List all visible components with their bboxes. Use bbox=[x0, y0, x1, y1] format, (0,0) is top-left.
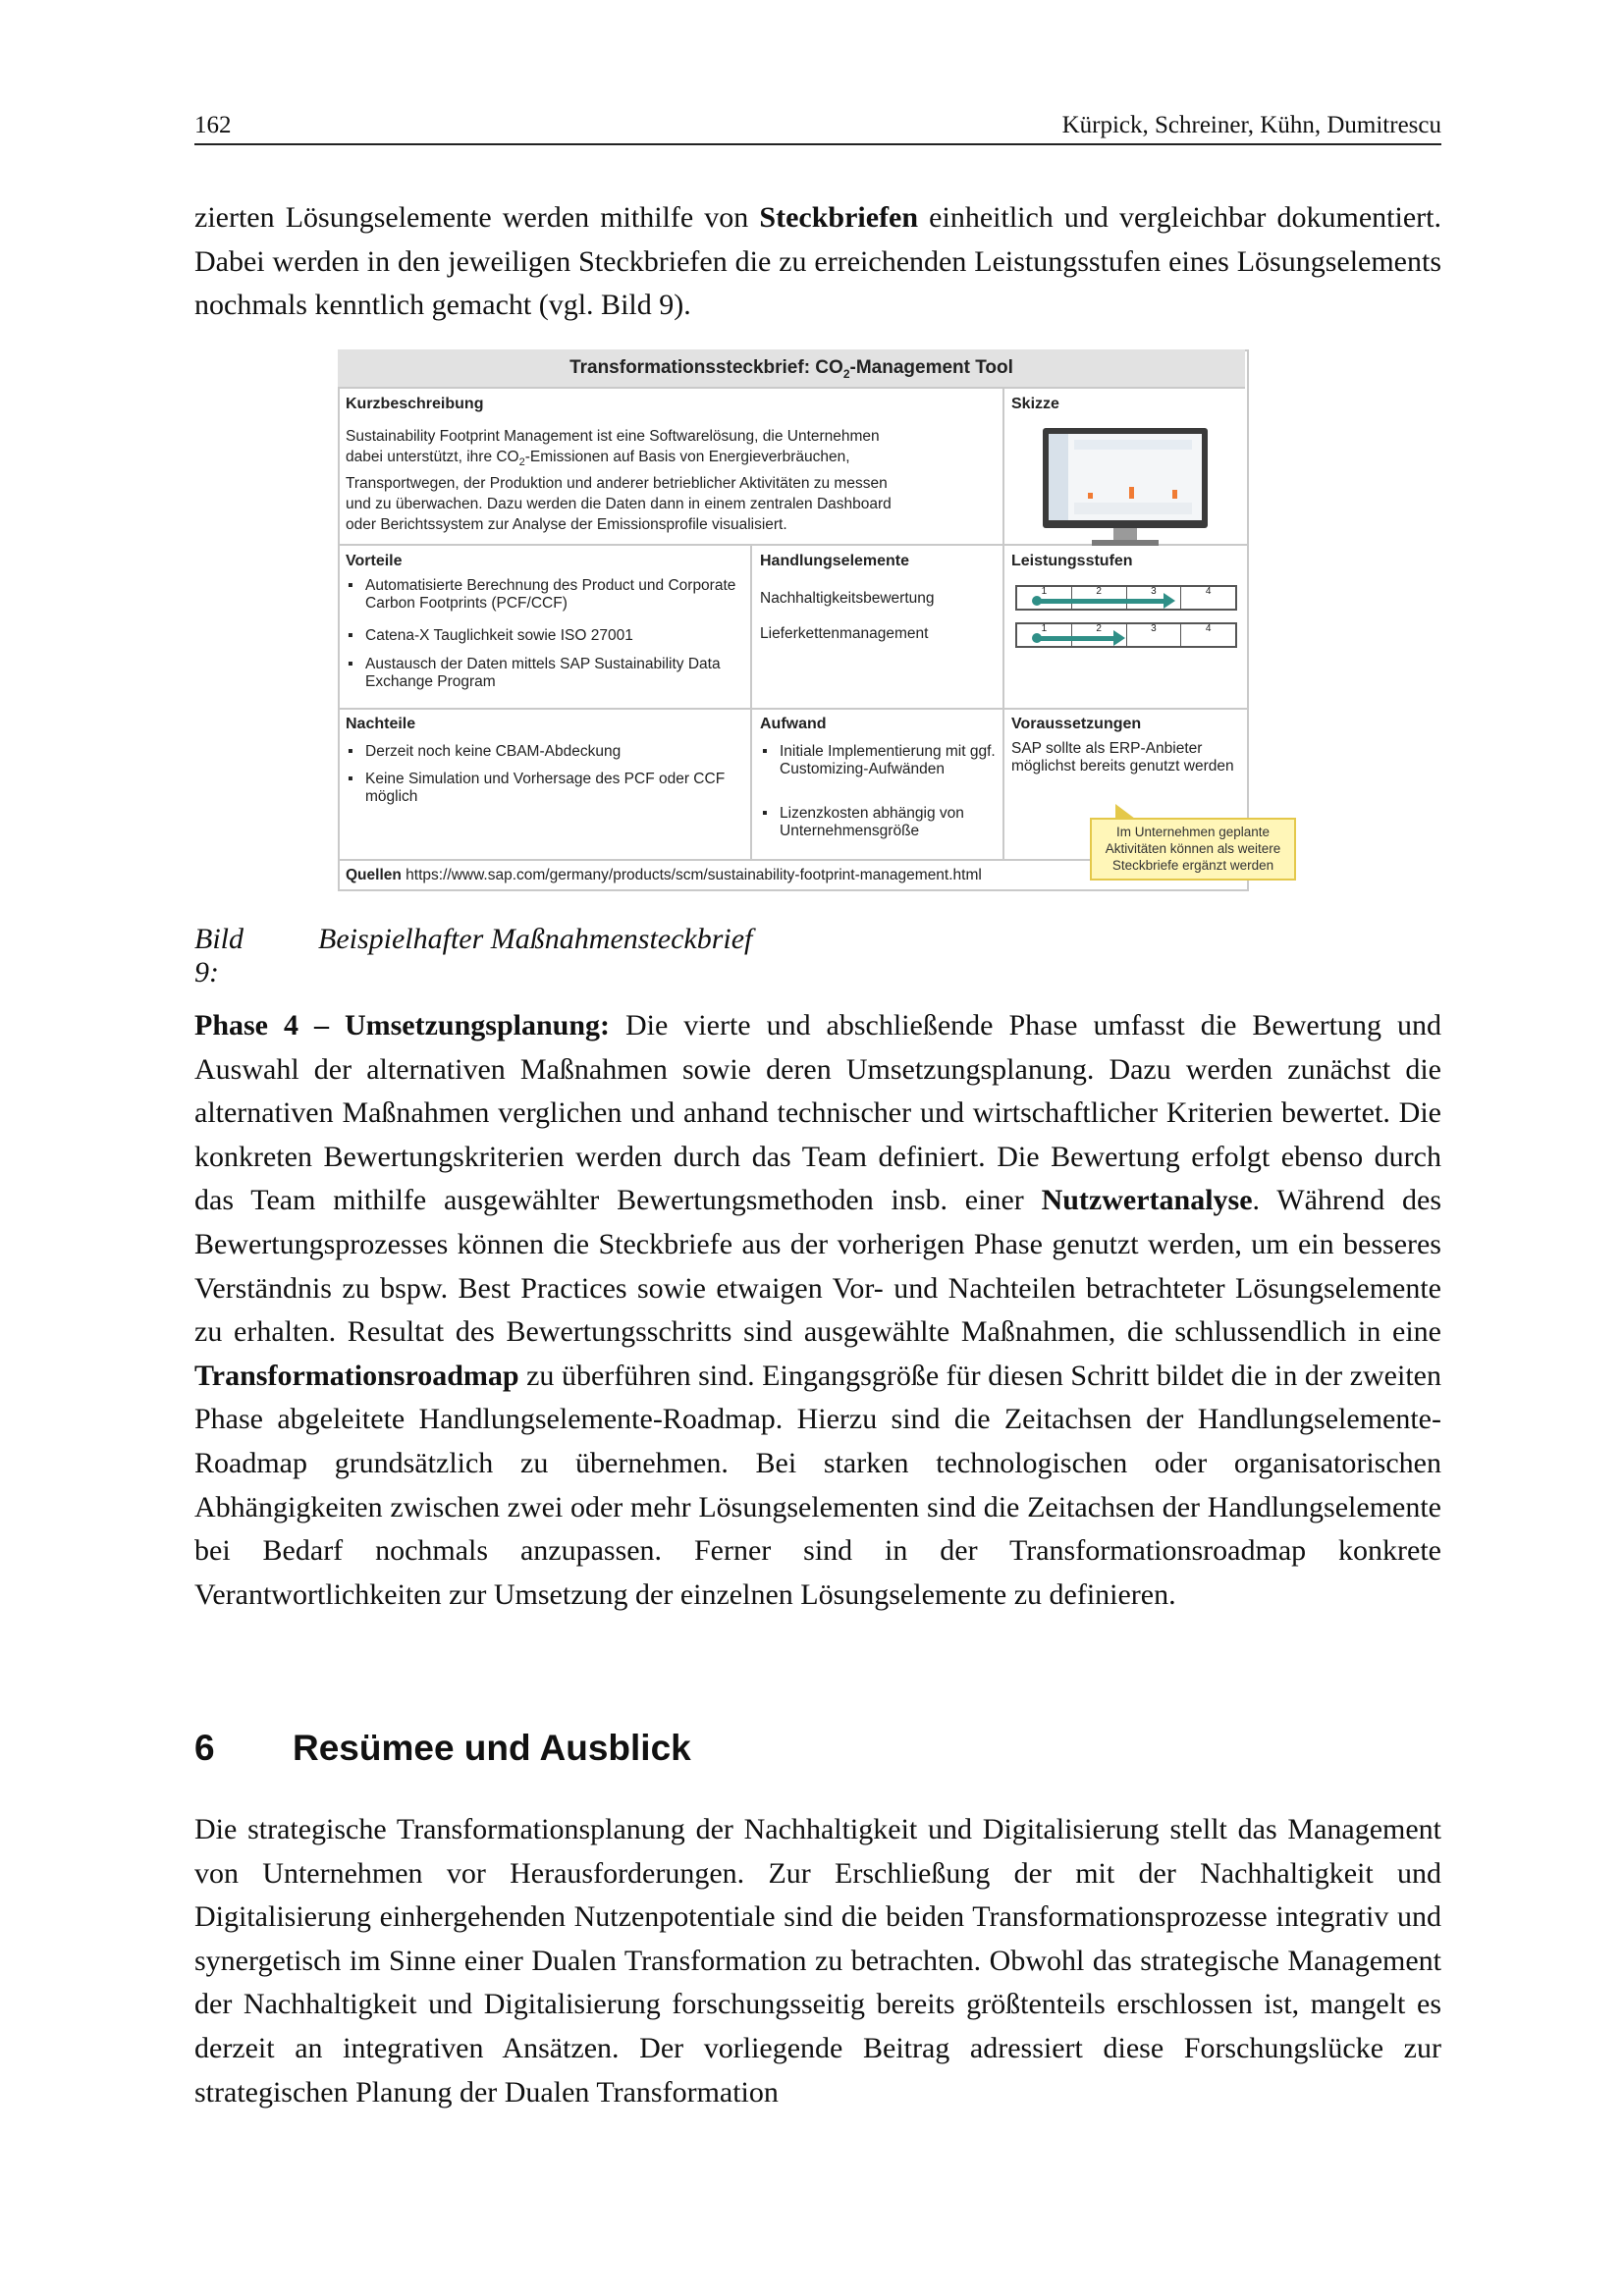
quellen-label: Quellen bbox=[346, 867, 402, 883]
text-line: und zu überwachen. Dazu werden die Daten dann in einem zentralen Dashboard bbox=[346, 496, 892, 513]
text-run: Die vierte und abschließende Phase umfasst die Bewertung und Auswahl der alternativen Maßnahmen sowie deren Umsetzungsplanung. Dazu werden zunächst die alternativen Maßnahmen verglichen und anhand technischer und wirtschaftlicher Kriterien bewertet. Die konkreten Bewertungskriterien werden durch das Team definiert. Die Bewertung erfolgt ebenso durch das Team mithilfe ausgewählter Bewertungsmethoden insb. einer bbox=[194, 1009, 1441, 1217]
text-run: zu überführen sind. Eingangsgröße für diesen Schritt bildet die in der zweiten Phase abgeleitete Handlungselemente-Roadmap. Hierzu sind die Zeitachsen der Handlungselemente-Roadmap grundsätzlich zu übernehmen. Bei starken technologischen oder organisatorischen Abhängigkeiten zwischen zwei oder mehr Lösungselementen sind die Zeitachsen der Handlungselemente bei Bedarf nochmals anzupassen. Ferner sind in der Transformationsroadmap konkrete Verantwortlichkeiten zur Umsetzung der einzelnen Lösungselemente zu definieren. bbox=[194, 1359, 1441, 1611]
intro-paragraph bbox=[194, 196, 1441, 328]
dashboard-sketch-icon bbox=[1043, 428, 1208, 528]
list-item: Nachhaltigkeitsbewertung bbox=[760, 590, 935, 607]
level-label: 3 bbox=[1127, 624, 1182, 646]
bold-term: Phase 4 – Umsetzungsplanung: bbox=[194, 1009, 611, 1041]
monitor-base bbox=[1092, 540, 1159, 546]
running-head bbox=[194, 110, 1441, 145]
quellen-url: https://www.sap.com/germany/products/scm/sustainability-footprint-management.html bbox=[406, 867, 982, 883]
text-line: Sustainability Footprint Management ist eine Softwarelösung, die Unternehmen bbox=[346, 428, 880, 445]
phase4-paragraph bbox=[194, 1004, 1441, 1617]
voraussetzungen-text: SAP sollte als ERP-Anbieter möglichst bereits genutzt werden bbox=[1011, 740, 1234, 774]
aufwand-heading: Aufwand bbox=[760, 716, 827, 732]
list-item: ▪ Automatisierte Berechnung des Product und Corporate Carbon Footprints (PCF/CCF) bbox=[346, 577, 738, 613]
list-item: Lieferkettenmanagement bbox=[760, 625, 929, 642]
voraussetzungen-heading: Voraussetzungen bbox=[1011, 716, 1142, 732]
leistungsstufen-scale-2 bbox=[1015, 622, 1237, 648]
text-run: -Emissionen auf Basis von Energieverbräuchen, bbox=[524, 449, 850, 465]
screen-bar bbox=[1129, 487, 1134, 499]
level-label: 2 bbox=[1072, 624, 1127, 646]
screen-header bbox=[1074, 440, 1192, 450]
list-item: ▪ Keine Simulation und Vorhersage des PCF oder CCF möglich bbox=[346, 771, 748, 806]
author-list: Kürpick, Schreiner, Kühn, Dumitrescu bbox=[1061, 112, 1441, 138]
nachteile-heading: Nachteile bbox=[346, 716, 416, 732]
level-label: 4 bbox=[1205, 586, 1212, 597]
callout-pointer bbox=[1115, 804, 1135, 819]
level-label: 2 bbox=[1072, 587, 1127, 609]
steckbrief-figure bbox=[338, 349, 1449, 891]
divider bbox=[750, 546, 752, 713]
title-text: -Management Tool bbox=[849, 357, 1013, 378]
divider bbox=[750, 708, 752, 860]
divider bbox=[338, 708, 1247, 710]
text-run: dabei unterstützt, ihre CO bbox=[346, 449, 519, 465]
quellen-line bbox=[346, 865, 982, 885]
screen-bar bbox=[1088, 493, 1093, 499]
screen-table bbox=[1074, 503, 1192, 514]
section-title: Resümee und Ausblick bbox=[293, 1728, 691, 1768]
list-item: ▪ Initiale Implementierung mit ggf. Customizing-Aufwänden bbox=[760, 743, 996, 778]
level-label: 4 bbox=[1205, 623, 1212, 634]
title-text: Transformationssteckbrief: CO bbox=[569, 357, 843, 378]
level-arrow bbox=[1037, 636, 1114, 641]
level-label: 1 bbox=[1017, 624, 1072, 646]
text-line bbox=[346, 447, 994, 473]
level-label: 3 bbox=[1127, 587, 1182, 609]
list-item: ▪ Austausch der Daten mittels SAP Sustainability Data Exchange Program bbox=[346, 656, 738, 691]
list-item: ▪ Lizenzkosten abhängig von Unternehmensgröße bbox=[760, 805, 1005, 840]
leistungsstufen-heading: Leistungsstufen bbox=[1011, 553, 1133, 569]
skizze-heading: Skizze bbox=[1011, 396, 1059, 412]
page-number: 162 bbox=[194, 112, 232, 138]
text-run: . Während des Bewertungsprozesses können die Steckbriefe aus der vorherigen Phase genutzt werden, um ein besseres Verständnis zu bspw. Best Practices sowie etwaigen Vor- und Nachteilen betrachteter Lösungselemente zu erhalten. Resultat des Bewertungsschritts sind ausgewählte Maßnahmen, die schlussendlich in eine bbox=[194, 1184, 1441, 1349]
monitor-screen bbox=[1049, 434, 1202, 520]
resumee-paragraph: Die strategische Transformationsplanung der Nachhaltigkeit und Digitalisierung stellt das Management von Unternehmen vor Herausforderungen. Zur Erschließung der mit der Nachhaltigkeit und Digitalisierung einhergehenden Nutzenpotentiale sind die beiden Transformationsprozesse integrativ und synergetisch im Sinne einer Dualen Transformation zu betrachten. Obwohl das strategische Management der Nachhaltigkeit und Digitalisierung forschungsseitig bereits größtenteils erschlossen ist, mangelt es derzeit an integrativen Ansätzen. Der vorliegende Beitrag adressiert diese Forschungslücke zur strategischen Planung der Dualen Transformation bbox=[194, 1813, 1441, 2109]
bold-term: Transformationsroadmap bbox=[194, 1359, 519, 1392]
section-number: 6 bbox=[194, 1728, 215, 1768]
screen-sidebar bbox=[1049, 434, 1068, 520]
caption-label: Bild 9: bbox=[194, 923, 244, 988]
title-subscript: 2 bbox=[842, 366, 850, 381]
level-arrow bbox=[1037, 599, 1164, 604]
text-line: oder Berichtssystem zur Analyse der Emissionsprofile visualisiert. bbox=[346, 516, 787, 534]
callout-note: Im Unternehmen geplante Aktivitäten können als weitere Steckbriefe ergänzt werden bbox=[1090, 818, 1296, 881]
text-run: einheitlich und vergleichbar dokumentiert. Dabei werden in den jeweiligen Steckbriefen die zu erreichenden Leistungsstufen eines Lösungselements nochmals kenntlich gemacht (vgl. Bild 9). bbox=[194, 201, 1441, 322]
caption-text: Beispielhafter Maßnahmensteckbrief bbox=[318, 923, 753, 955]
bold-term: Nutzwertanalyse bbox=[1041, 1184, 1253, 1217]
text-run: zierten Lösungselemente werden mithilfe von bbox=[194, 201, 760, 234]
leistungsstufen-scale-1 bbox=[1015, 585, 1237, 611]
subscript: 2 bbox=[518, 456, 525, 469]
handlungselemente-heading: Handlungselemente bbox=[760, 553, 910, 569]
text-line: Transportwegen, der Produktion und anderer betrieblicher Aktivitäten zu messen bbox=[346, 475, 888, 493]
kurzbeschreibung-text bbox=[346, 426, 994, 535]
list-item: ▪ Catena-X Tauglichkeit sowie ISO 27001 bbox=[346, 627, 738, 645]
bold-term: Steckbriefen bbox=[759, 201, 919, 234]
level-label: 1 bbox=[1017, 587, 1072, 609]
divider bbox=[1002, 387, 1004, 713]
screen-bar bbox=[1172, 490, 1177, 499]
list-item: ▪ Derzeit noch keine CBAM-Abdeckung bbox=[346, 743, 748, 761]
vorteile-heading: Vorteile bbox=[346, 553, 403, 569]
kurzbeschreibung-heading: Kurzbeschreibung bbox=[346, 396, 484, 412]
figure-title bbox=[338, 349, 1245, 389]
